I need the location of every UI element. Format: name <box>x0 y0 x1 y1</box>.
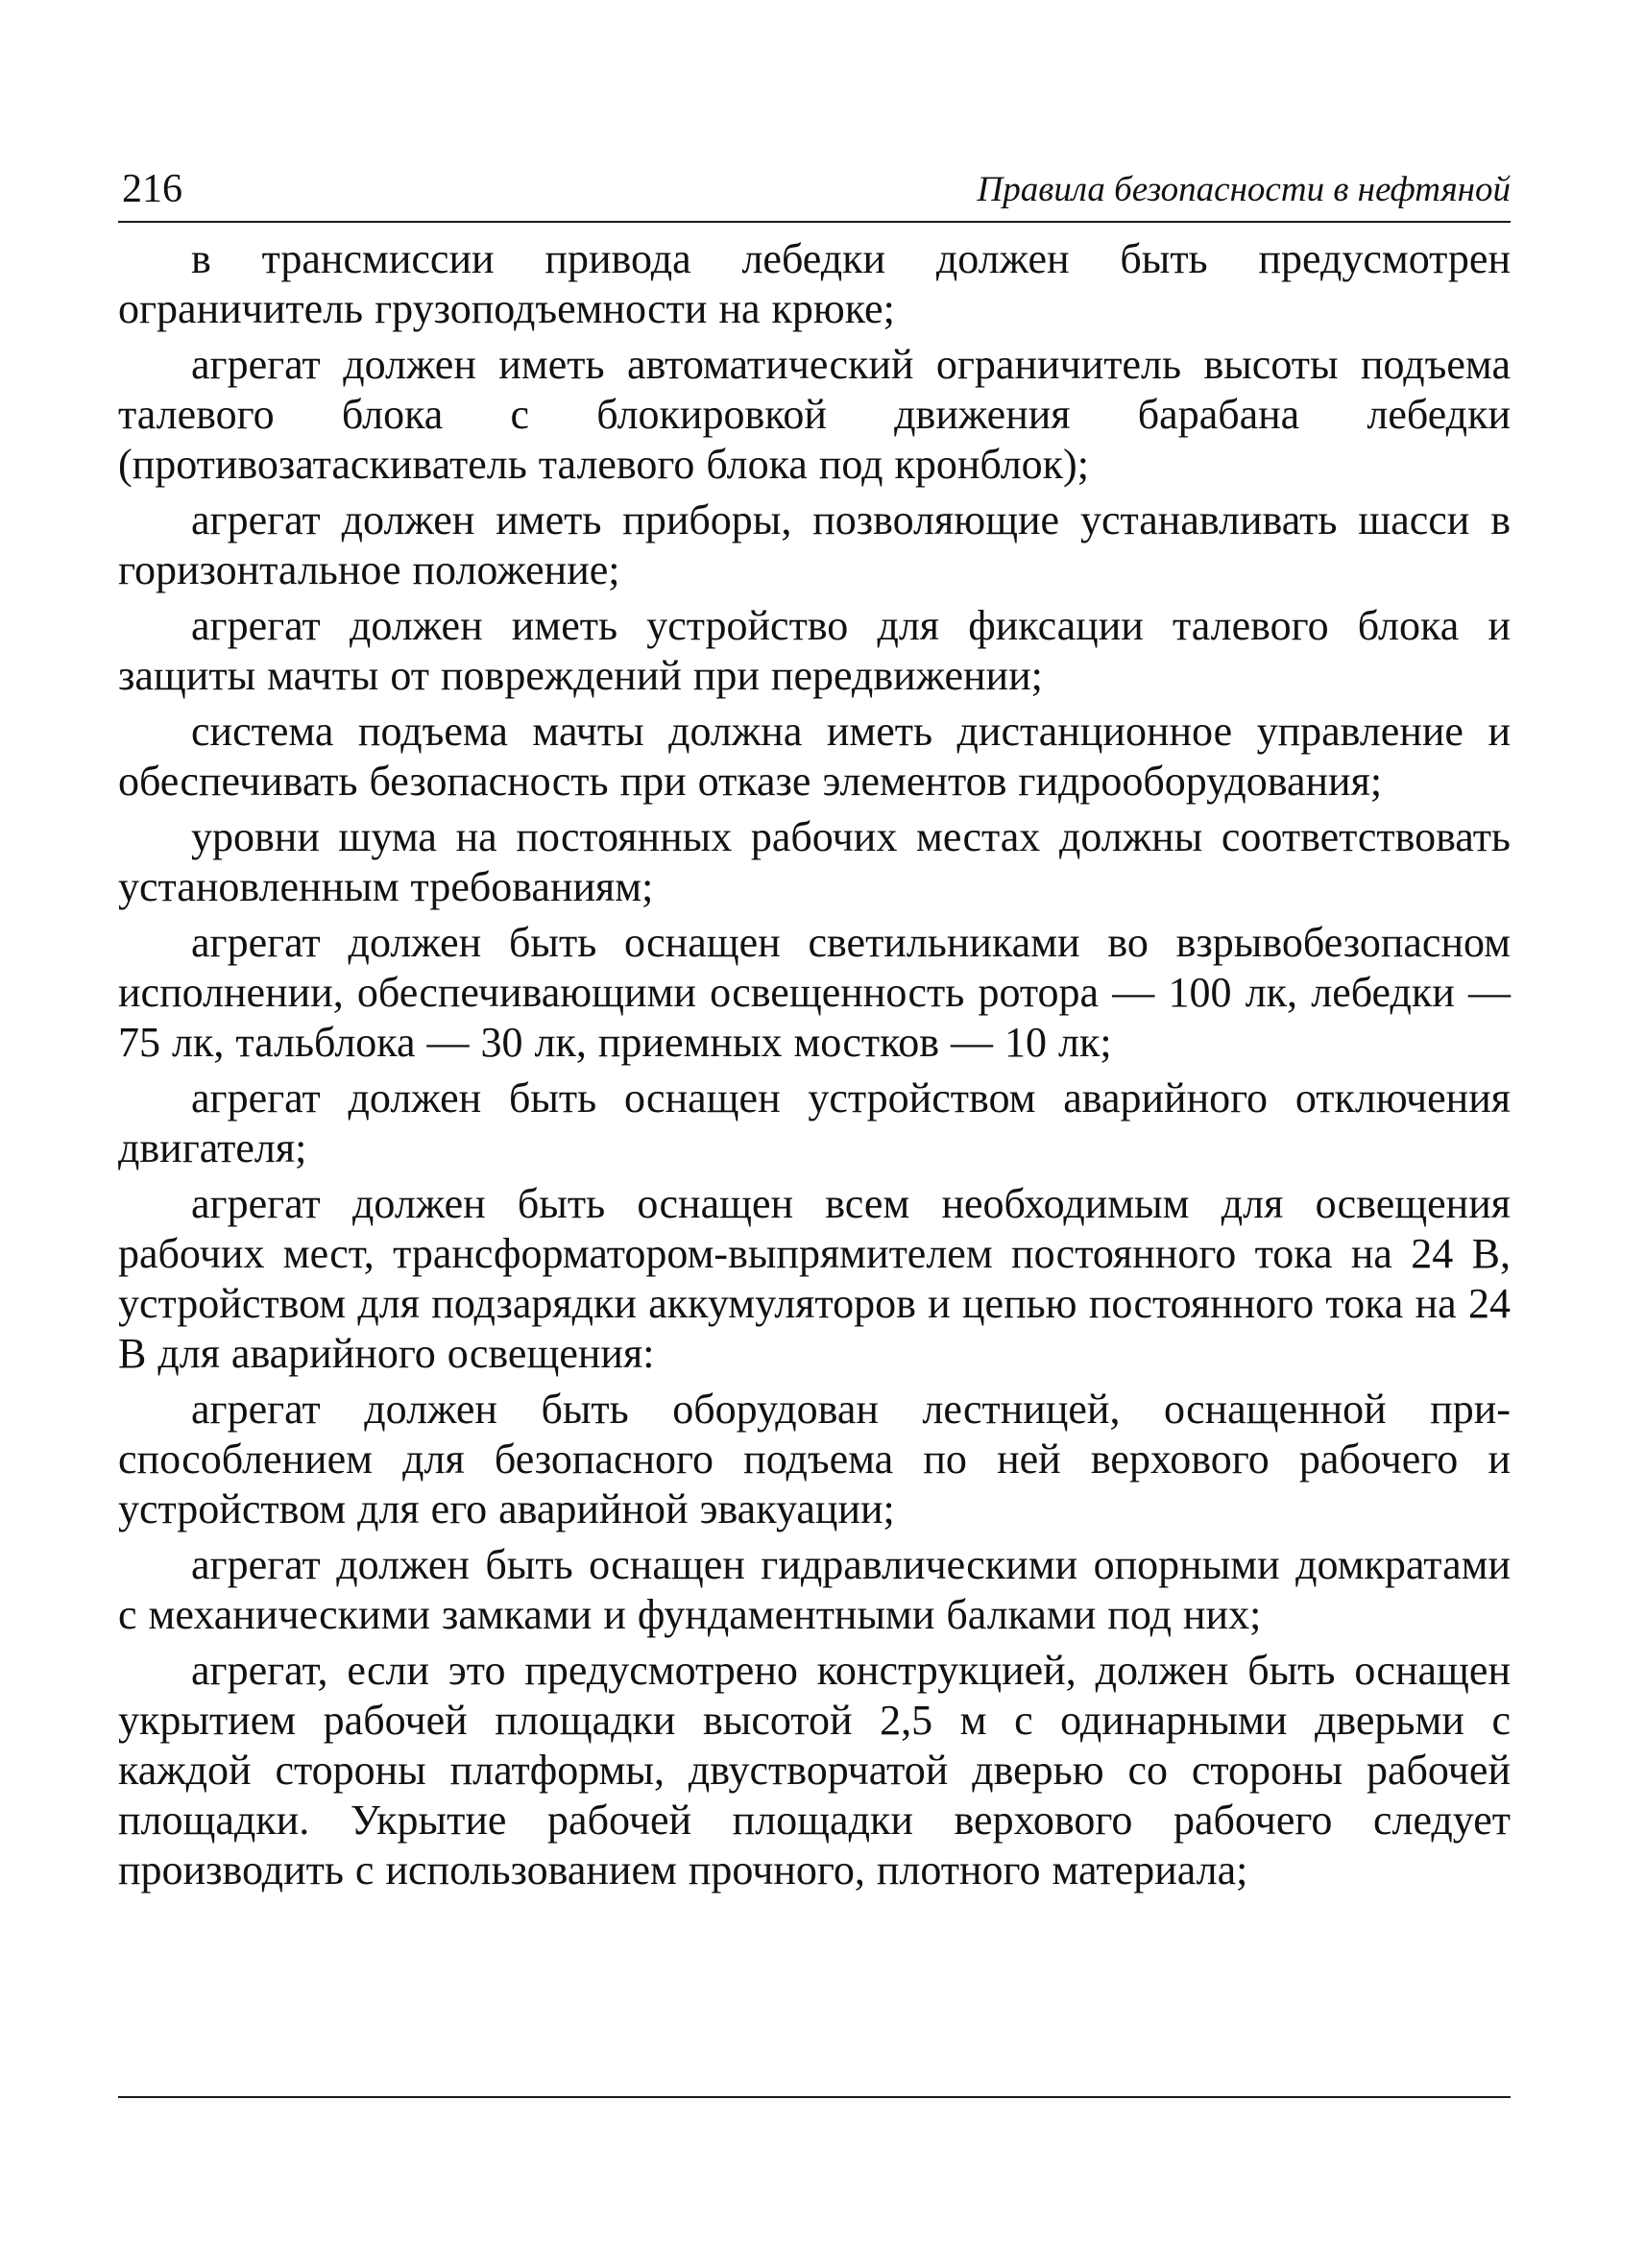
paragraph-12: агрегат, если это предусмотрено конструкцией, должен быть оснащен укрытием рабочей площадки высотой 2,5 м с одинарными дверьми с каждой стороны платформы, двустворчатой дверью со стороны рабочей площадки. Укрытие рабочей площадки верхового рабочего следует производить с использованием прочного, плотного материала; <box>118 1647 1511 1894</box>
paragraph-1: в трансмиссии привода лебедки должен быть предусмотрен ограничитель грузоподъемности на крюке; <box>118 235 1511 332</box>
paragraph-9: агрегат должен быть оснащен всем необходимым для освещения рабочих мест, трансформатором-выпрямителем постоянного тока на 24 В, устройством для подзарядки аккумуляторов и цепью постоянного тока на 24 В для аварийного освещения: <box>118 1180 1511 1377</box>
footer-rule <box>118 2096 1511 2098</box>
paragraph-3: агрегат должен иметь приборы, позволяющие устанавливать шасси в горизонтальное положение; <box>118 496 1511 593</box>
paragraph-7: агрегат должен быть оснащен светильниками во взрывобезопасном исполнении, обеспечивающими освещенность ротора — 100 лк, лебедки — 75 лк, тальблока — 30 лк, приемных мостков — 10 лк; <box>118 919 1511 1066</box>
page-header <box>118 163 1511 223</box>
paragraph-2: агрегат должен иметь автоматический ограничитель высоты подъема талевого блока с блокировкой движения барабана лебедки (противозатаскиватель талевого блока под кронблок); <box>118 341 1511 488</box>
paragraph-8: агрегат должен быть оснащен устройством аварийного отключения двигателя; <box>118 1074 1511 1171</box>
running-title: Правила безопасности в нефтяной <box>977 170 1511 209</box>
paragraph-10: агрегат должен быть оборудован лестницей, оснащенной приспособлением для безопасного подъема по ней верхового рабочего и устройством для его аварийной эвакуации; <box>118 1386 1511 1532</box>
body-text <box>118 234 1511 1901</box>
paragraph-5: система подъема мачты должна иметь дистанционное управление и обеспечивать безопасность при отказе элементов гидрооборудования; <box>118 708 1511 805</box>
paragraph-4: агрегат должен иметь устройство для фиксации талевого блока и защиты мачты от повреждений при передвижении; <box>118 602 1511 699</box>
paragraph-6: уровни шума на постоянных рабочих местах должны соответствовать установленным требованиям; <box>118 813 1511 910</box>
paragraph-11: агрегат должен быть оснащен гидравлическими опорными домкратами с механическими замками и фундаментными балками под них; <box>118 1541 1511 1638</box>
page-number: 216 <box>122 167 182 211</box>
